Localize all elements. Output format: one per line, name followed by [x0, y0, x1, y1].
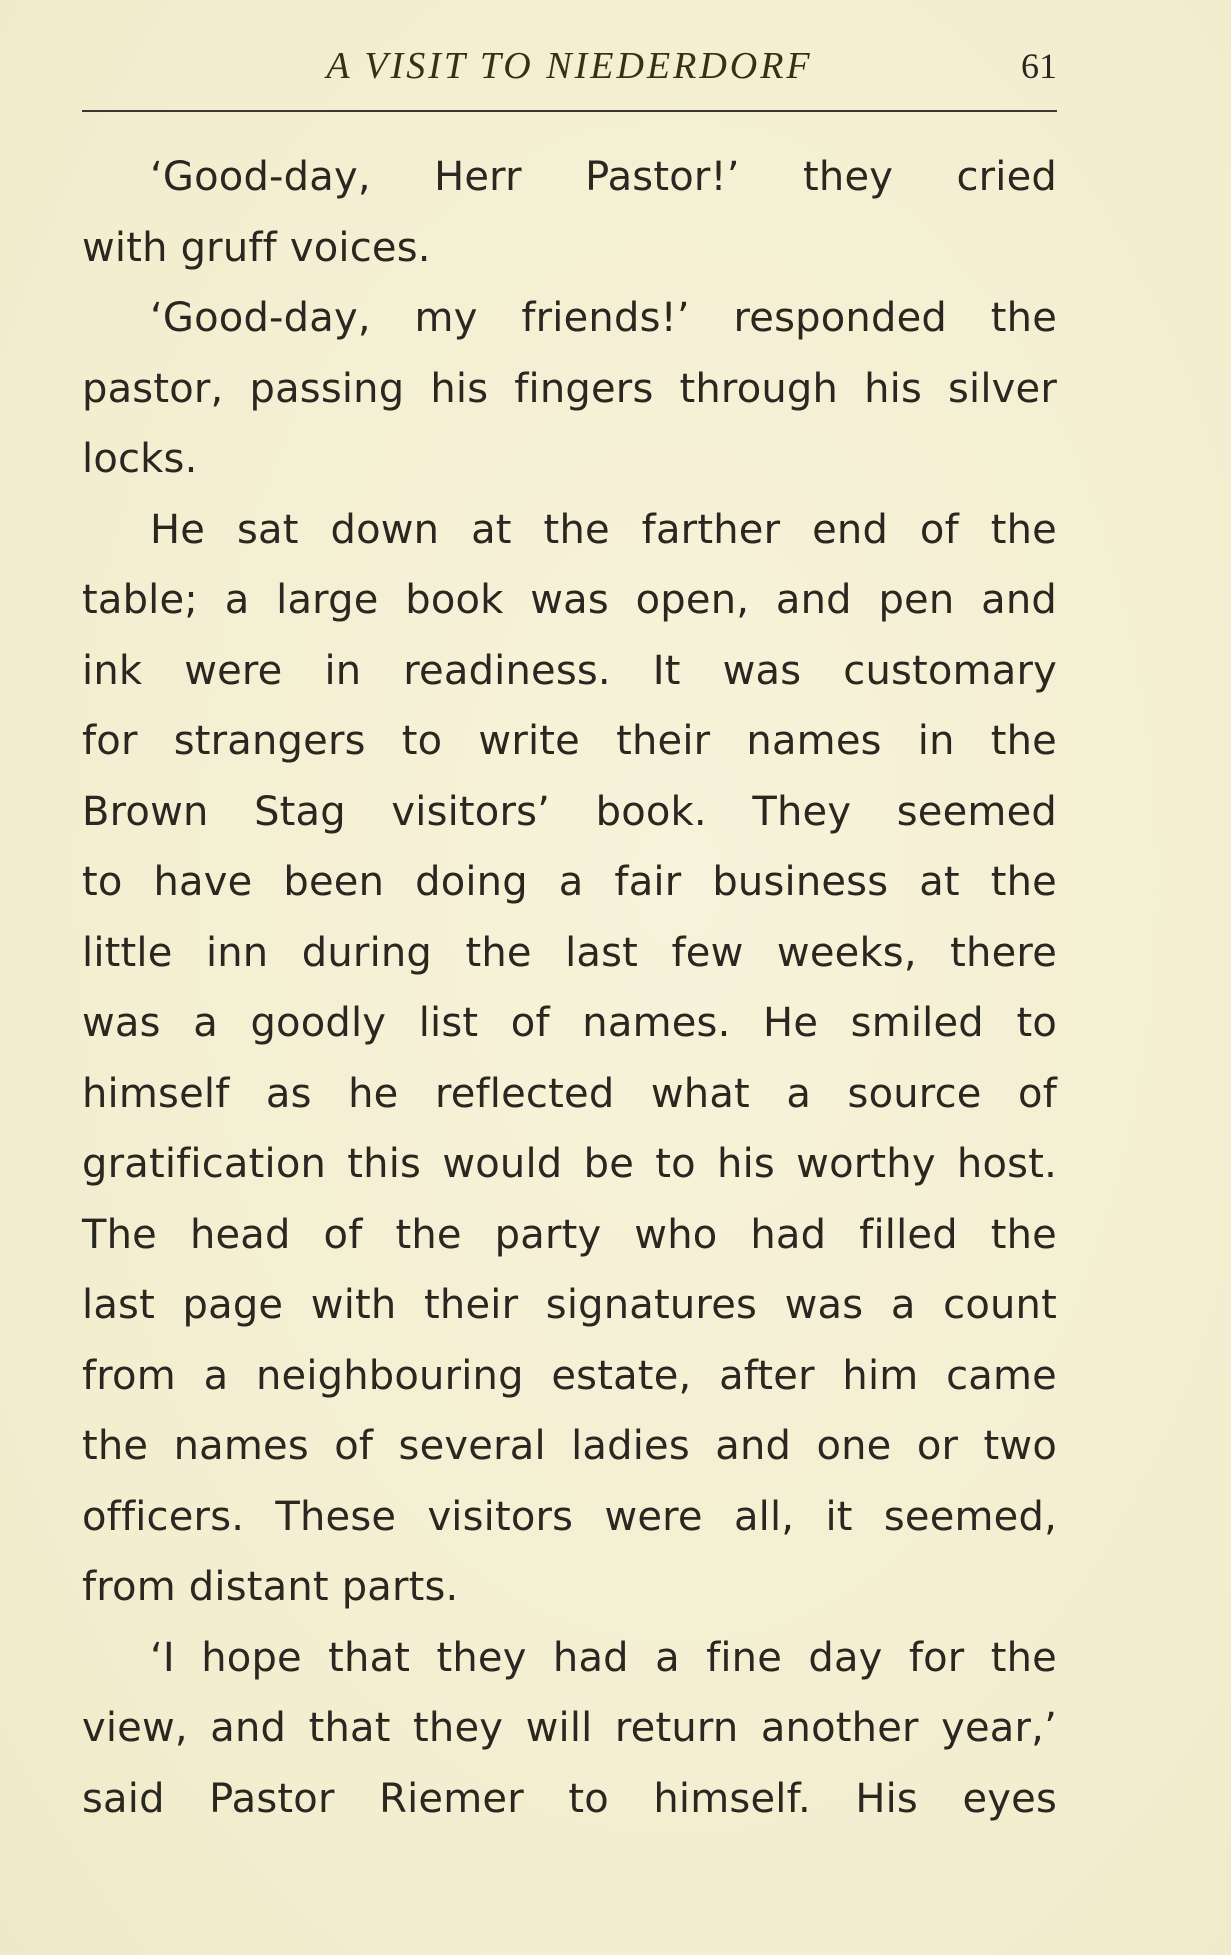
text-line: ‘Good-day, my friends!’ responded the [150, 295, 1057, 341]
text-line: pastor, passing his fingers through his silver [82, 365, 1057, 412]
text-line: He sat down at the farther end of the [150, 506, 1057, 553]
text-line: said Pastor Riemer to himself. His eyes [82, 1775, 1057, 1822]
text-line: himself as he reflected what a source of [82, 1070, 1057, 1117]
text-line: with gruff voices. [82, 224, 431, 271]
text-line: locks. [82, 436, 198, 482]
text-line: from a neighbouring estate, after him came [82, 1352, 1057, 1399]
text-line: the names of several ladies and one or two [82, 1423, 1057, 1469]
text-line: officers. These visitors were all, it seemed, [82, 1493, 1057, 1540]
text-line: ‘Good-day, Herr Pastor!’ they cried [150, 154, 1057, 200]
page-number: 61 [1021, 46, 1057, 86]
running-head [82, 38, 1057, 98]
text-line: table; a large book was open, and pen and [82, 577, 1057, 623]
text-line: gratification this would be to his worthy host. [82, 1141, 1057, 1187]
text-line: last page with their signatures was a count [82, 1282, 1057, 1328]
text-line: Brown Stag visitors’ book. They seemed [82, 788, 1057, 835]
text-line: little inn during the last few weeks, there [82, 929, 1057, 976]
text-line: from distant parts. [82, 1564, 459, 1610]
header-rule [82, 110, 1057, 112]
text-line: view, and that they will return another year,’ [82, 1705, 1057, 1751]
text-line: ink were in readiness. It was customary [82, 647, 1057, 694]
body-text [82, 142, 1057, 1834]
running-title: A VISIT TO NIEDERDORF [326, 45, 813, 87]
text-line: The head of the party who had filled the [82, 1211, 1057, 1258]
text-line: was a goodly list of names. He smiled to [82, 1000, 1057, 1046]
text-line: to have been doing a fair business at the [82, 859, 1057, 905]
text-line: ‘I hope that they had a fine day for the [150, 1634, 1057, 1681]
text-line: for strangers to write their names in the [82, 718, 1057, 764]
